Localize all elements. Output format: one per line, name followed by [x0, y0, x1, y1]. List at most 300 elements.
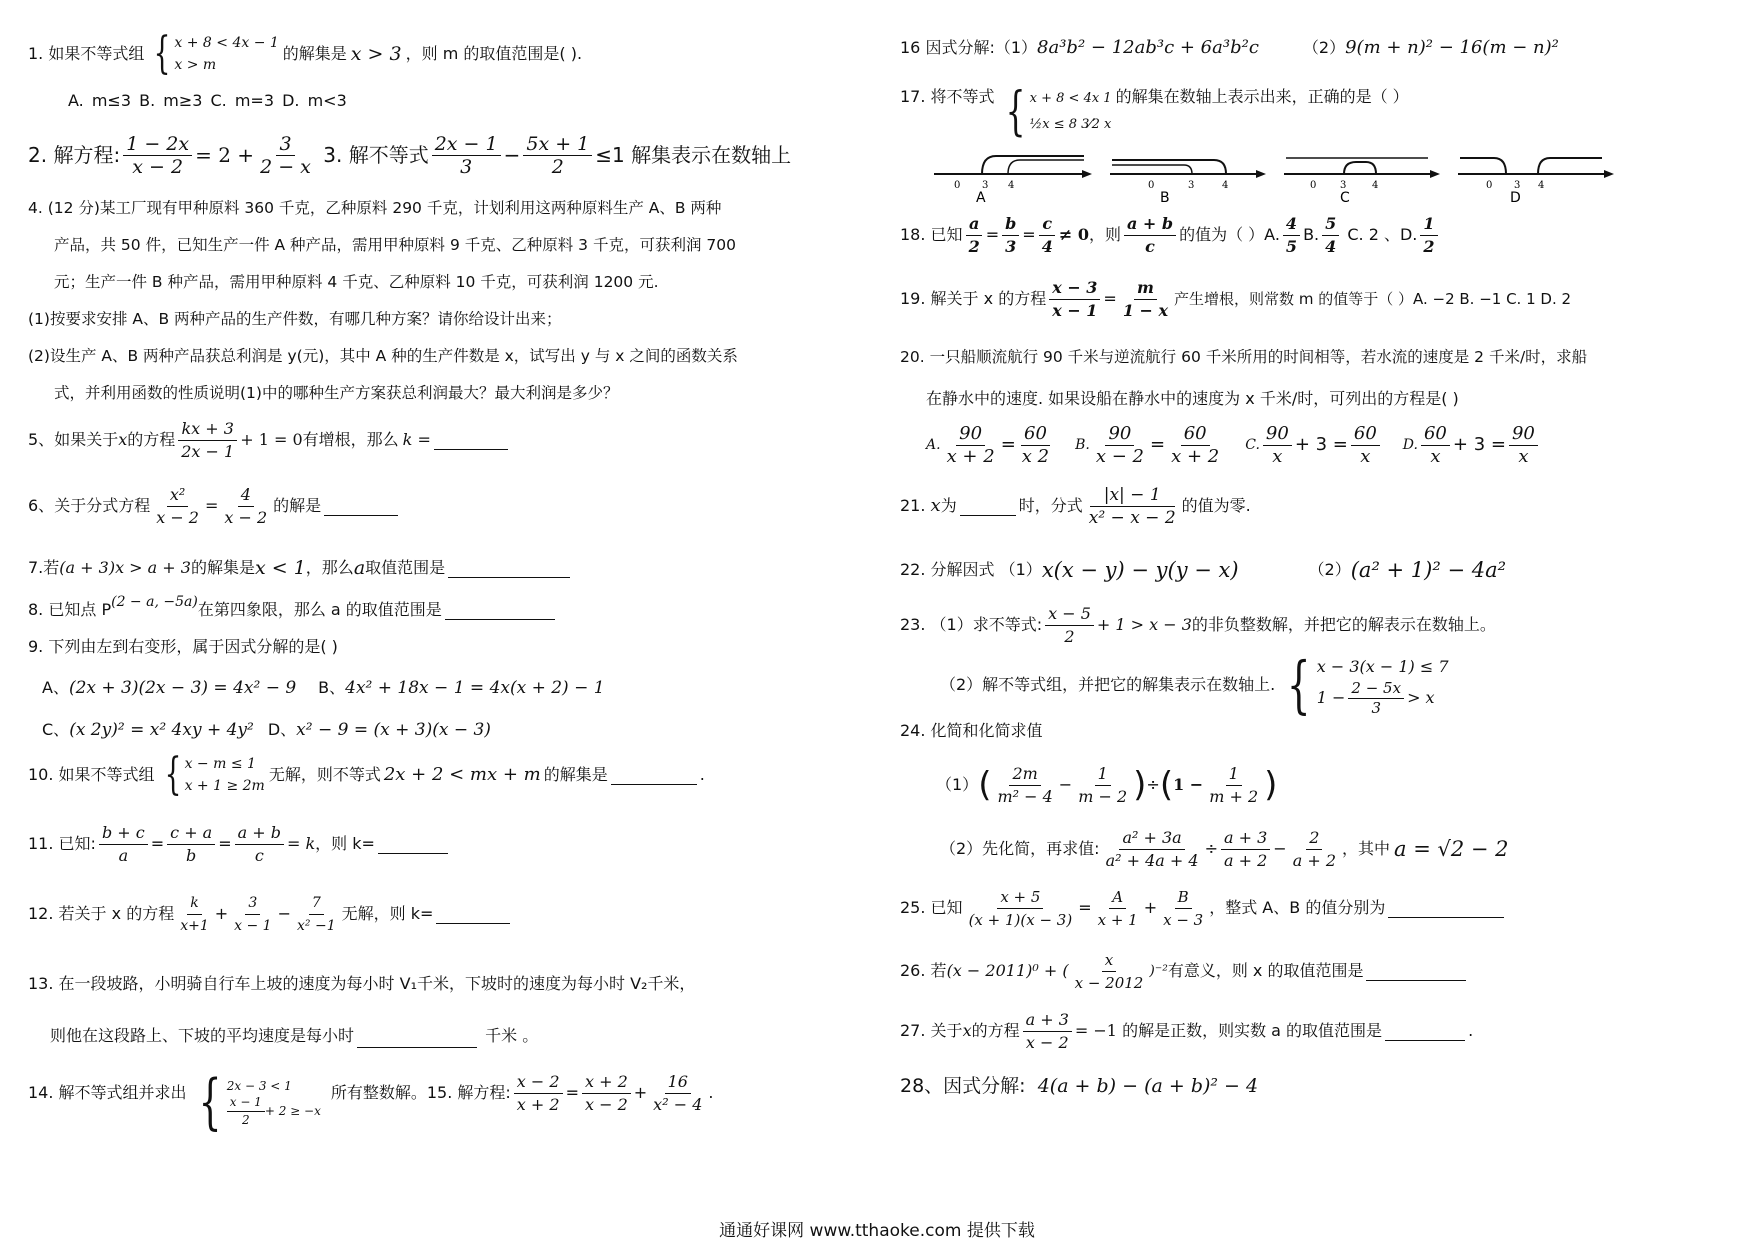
q5-var: x	[118, 430, 128, 449]
q20-d2-num: 90	[1509, 424, 1538, 446]
q6-number: 6、	[28, 496, 55, 515]
q2-frac2-den: 2 − x	[260, 155, 311, 178]
q26-frac	[1072, 950, 1147, 993]
question-6	[28, 478, 868, 534]
q11-answer-blank[interactable]	[378, 835, 448, 854]
question-17	[900, 82, 1726, 144]
q24-one: 1 −	[1173, 775, 1204, 794]
q18-b-label: B.	[1303, 225, 1320, 244]
q20-b1-num: 90	[1105, 424, 1134, 446]
q26-number: 26.	[900, 961, 926, 980]
q19-frac1	[1049, 278, 1100, 321]
q18-d-num: 1	[1420, 214, 1437, 236]
q22-pre: 22. 分解因式 （1）	[900, 560, 1042, 579]
q5-frac-num: kx + 3	[178, 419, 236, 441]
q6-frac1-num: x²	[167, 485, 188, 507]
q6-post: 的解是	[273, 496, 322, 515]
numberline-a-4: 4	[1008, 180, 1015, 191]
q8-answer-blank[interactable]	[445, 601, 555, 620]
q8-point: (2 − a, −5a)	[111, 594, 198, 610]
q21-frac-den: x² − x − 2	[1088, 507, 1176, 528]
q21-mid: 时，分式	[1018, 496, 1083, 515]
q8-pre: 已知点 P	[48, 600, 112, 619]
q7-ineq: (a + 3)x > a + 3	[59, 558, 191, 577]
q11-frac2	[167, 823, 215, 866]
q9-options-ab	[28, 666, 868, 710]
q20-c-frac1	[1263, 424, 1292, 467]
q20-line2: 在静水中的速度. 如果设船在静水中的速度为 x 千米/时，可列出的方程是( )	[926, 389, 1459, 408]
q25-number: 25.	[900, 898, 926, 917]
question-22	[900, 550, 1726, 590]
question-21	[900, 480, 1726, 532]
q7-mid: 的解集是	[190, 558, 255, 577]
q2-frac1-den: x − 2	[132, 155, 184, 178]
q5-eq: + 1 = 0	[240, 430, 303, 449]
q18-b-num: 5	[1322, 214, 1339, 236]
q26-expr1: (x − 2011)⁰ + (	[946, 961, 1069, 980]
question-9	[28, 636, 868, 750]
q24-div2: ÷	[1204, 839, 1218, 858]
question-20	[900, 336, 1726, 470]
q15-frac2-den: x − 2	[584, 1095, 628, 1114]
q15-plus: +	[633, 1083, 648, 1102]
q24-frac3-den: m + 2	[1209, 786, 1259, 806]
question-11	[28, 818, 868, 870]
q1-mid: 的解集是	[282, 44, 347, 63]
q27-frac-num: a + 3	[1023, 1010, 1072, 1032]
q11-frac2-den: b	[186, 845, 197, 865]
numberline-c-0: 0	[1310, 180, 1317, 191]
q6-frac2-num: 4	[238, 485, 254, 507]
q15-frac2-num: x + 2	[582, 1072, 631, 1094]
q12-post: 无解，则 k=	[341, 904, 434, 923]
q24-g3	[1290, 828, 1339, 871]
q14-pre: 14. 解不等式组并求出	[28, 1083, 187, 1102]
q11-frac3-num: a + b	[235, 823, 284, 845]
q9-a-label: A、	[42, 678, 69, 697]
q7-post: ，那么	[305, 558, 354, 577]
question-5	[28, 412, 868, 468]
q24-a-value: a = √2 − 2	[1394, 837, 1509, 861]
q12-frac2-num: 3	[245, 893, 260, 915]
q19-pre: 解关于 x 的方程	[930, 289, 1047, 308]
q21-post: 的值为零.	[1181, 496, 1251, 515]
q18-a-den: 5	[1285, 236, 1298, 256]
q12-frac1-den: x+1	[180, 917, 209, 934]
q12-frac3	[294, 893, 339, 936]
q4-line3: 元；生产一件 B 种产品，需用甲种原料 4 千克、乙种原料 10 千克，可获利润 1200 元.	[54, 273, 659, 291]
q18-frac4-num: a + b	[1124, 214, 1176, 236]
q12-frac3-num: 7	[309, 893, 324, 915]
question-2-3	[28, 130, 868, 180]
numberline-b	[1110, 160, 1266, 206]
q21-var: x	[930, 495, 941, 516]
numberline-d	[1458, 158, 1614, 206]
q18-a-num: 4	[1283, 214, 1300, 236]
left-column	[28, 28, 868, 1138]
numberline-d-0: 0	[1486, 180, 1493, 191]
q22-expr1: x(x − y) − y(y − x)	[1041, 558, 1239, 582]
q11-frac1-den: a	[118, 845, 129, 865]
q4-line2: 产品，共 50 件，已知生产一件 A 种产品，需用甲种原料 9 千克、乙种原料 3 千克，可获利润 700	[54, 236, 736, 254]
q27-answer-blank[interactable]	[1385, 1022, 1465, 1041]
numberline-d-label: D	[1510, 190, 1521, 206]
q24-g1	[1103, 828, 1202, 871]
q20-c2-den: x	[1360, 445, 1371, 467]
q20-a-frac2	[1019, 424, 1052, 467]
q3-minus: −	[503, 143, 521, 167]
numberline-b-4: 4	[1222, 180, 1229, 191]
q9-c-label: C、	[42, 720, 70, 739]
q25-post: ，整式 A、B 的值分别为	[1209, 898, 1386, 917]
question-23	[900, 600, 1726, 720]
q26-post: 有意义，则 x 的取值范围是	[1167, 961, 1364, 980]
question-25	[900, 880, 1726, 936]
q19-number: 19.	[900, 289, 926, 308]
q18-option-a	[1283, 214, 1300, 257]
q27-eq: = −1	[1074, 1021, 1117, 1040]
q19-frac2-num: m	[1134, 278, 1157, 300]
q27-post: 的解是正数，则实数 a 的取值范围是	[1122, 1021, 1383, 1040]
q18-frac3-num: c	[1039, 214, 1055, 236]
q8-number: 8.	[28, 600, 44, 619]
q1-condition: x > 3	[350, 43, 402, 65]
q4-line6: 式，并利用函数的性质说明(1)中的哪种生产方案获总利润最大？最大利润是多少？	[54, 384, 619, 402]
q23-frac-num: x − 5	[1045, 604, 1094, 626]
q11-eq2: =	[218, 834, 232, 853]
q18-b-den: 4	[1325, 236, 1337, 256]
numberline-d-3: 3	[1514, 180, 1521, 191]
q20-a-eq: =	[1000, 434, 1016, 455]
q20-c-frac2	[1351, 424, 1380, 467]
q23-pre: 23. （1）求不等式:	[900, 615, 1043, 634]
q19-eq: =	[1103, 289, 1117, 308]
q11-k: = k	[286, 834, 316, 853]
q20-a1-num: 90	[956, 424, 985, 446]
q20-a-frac1	[944, 424, 998, 467]
q23-system: { x − 3(x − 1) ≤ 7 1 − $\frac{2 - 5x}{3}$ > x	[1287, 648, 1449, 721]
q21-frac	[1086, 485, 1179, 528]
numberline-a-0: 0	[954, 180, 961, 191]
q21-frac-num: |x| − 1	[1090, 485, 1175, 507]
q16-expr1: 8a³b² − 12ab³c + 6a³b²c	[1037, 37, 1259, 58]
q25-eq: =	[1078, 898, 1092, 917]
q20-c-plus: + 3 =	[1294, 434, 1348, 455]
question-1	[28, 28, 868, 80]
q2-frac1-num: 1 − 2x	[123, 134, 192, 156]
q23-frac-den: 2	[1064, 626, 1075, 646]
q20-b2-num: 60	[1181, 424, 1210, 446]
q20-c-label: C.	[1245, 437, 1260, 453]
q20-b1-den: x − 2	[1095, 445, 1145, 467]
q9-d-label: D、	[267, 720, 297, 739]
q1-number: 1.	[28, 44, 44, 63]
question-13	[28, 958, 868, 1062]
q24-g2	[1221, 828, 1270, 871]
q11-eq1: =	[150, 834, 165, 853]
q12-frac1	[177, 893, 212, 936]
q16-pre: 16 因式分解:（1）	[900, 38, 1038, 57]
question-8	[28, 594, 868, 626]
q10-answer-blank[interactable]	[611, 766, 697, 785]
q7-number: 7.	[28, 558, 44, 577]
q18-frac3-den: 4	[1041, 236, 1053, 256]
q25-frac3-den: x − 3	[1163, 910, 1204, 929]
q27-frac-den: x − 2	[1025, 1032, 1069, 1052]
q7-pre: 若	[43, 558, 60, 577]
q5-pre: 如果关于	[54, 430, 119, 449]
q24-p2-post: ，其中	[1342, 839, 1391, 858]
q12-frac2	[231, 893, 274, 936]
q19-post: 产生增根，则常数 m 的值等于（ ）A. −2 B. −1 C. 1 D. 2	[1174, 290, 1572, 308]
q24-g3-den: a + 2	[1292, 850, 1336, 870]
q9-option-c: (x 2y)² = x² 4xy + 4y²	[69, 720, 254, 740]
q3-number: 3.	[323, 143, 343, 167]
q18-neq: ≠ 0	[1058, 225, 1089, 244]
q5-answer-blank[interactable]	[434, 431, 508, 450]
q22-expr2: (a² + 1)² − 4a²	[1350, 558, 1507, 582]
numberline-c-3: 3	[1340, 180, 1347, 191]
numberline-b-3: 3	[1188, 180, 1195, 191]
q10-sys-line2: x + 1 ≥ 2m	[184, 778, 265, 794]
q18-d-den: 2	[1423, 236, 1435, 256]
q27-frac	[1023, 1010, 1072, 1053]
q20-d1-num: 60	[1421, 424, 1450, 446]
q1-sys-line2: x > m	[174, 57, 217, 73]
q24-g2-num: a + 3	[1221, 828, 1270, 850]
q24-frac3	[1206, 764, 1261, 807]
q27-pre: 关于	[930, 1021, 963, 1040]
q13-line2: 则他在这段路上、下坡的平均速度是每小时	[50, 1026, 355, 1045]
q18-eq2: =	[1022, 225, 1036, 244]
q24-frac2-den: m − 2	[1078, 786, 1128, 806]
q23-sys2-den: 3	[1371, 698, 1381, 717]
q15-frac1-den: x + 2	[516, 1095, 560, 1114]
q1-sys-line1: x + 8 < 4x − 1	[174, 35, 279, 51]
q27-mid: 的方程	[971, 1021, 1020, 1040]
q20-options	[900, 420, 1726, 470]
q3-frac2-num: 5x + 1	[523, 134, 592, 156]
q18-mid: ，则	[1088, 225, 1121, 244]
q26-pre: 若	[930, 961, 947, 980]
q18-frac1-num: a	[966, 214, 982, 236]
q5-mid: 的方程	[127, 430, 176, 449]
q20-b2-den: x + 2	[1171, 445, 1220, 467]
q14-sys-line1: 2x − 3 < 1	[226, 1078, 292, 1093]
q19-frac2	[1120, 278, 1171, 321]
q25-frac2-den: x + 1	[1097, 910, 1138, 929]
q3-frac1-den: 3	[460, 155, 473, 178]
q18-frac1-den: 2	[968, 236, 980, 256]
q6-frac2-den: x − 2	[224, 507, 268, 527]
q10-system: { x − m ≤ 1 x + 1 ≥ 2m	[164, 749, 265, 800]
numberline-c-label: C	[1340, 190, 1350, 206]
q18-frac2	[1002, 214, 1019, 257]
q23-ineq: + 1 > x − 3	[1096, 615, 1192, 634]
q21-pre: 为	[940, 496, 957, 515]
q15-eq: =	[565, 1083, 579, 1102]
q20-c2-num: 60	[1351, 424, 1380, 446]
q20-a-label: A.	[926, 437, 941, 453]
q8-post: 在第四象限，那么 a 的取值范围是	[197, 600, 442, 619]
q6-eq: =	[204, 496, 219, 515]
q23-sys2-pre: 1 −	[1316, 688, 1346, 707]
q24-frac1-den: m² − 4	[997, 786, 1053, 806]
q12-frac3-den: x² −1	[297, 917, 336, 934]
q6-frac1-den: x − 2	[156, 507, 199, 527]
q23-frac	[1045, 604, 1094, 647]
q18-frac3	[1039, 214, 1056, 257]
q7-solution: x < 1	[254, 557, 306, 579]
q20-d-plus: + 3 =	[1452, 434, 1506, 455]
q3-frac2-den: 2	[551, 155, 564, 178]
q1-post: ，则 m 的取值范围是( ).	[405, 44, 583, 63]
q13-answer-blank[interactable]	[357, 1025, 477, 1048]
q18-frac4-den: c	[1145, 236, 1155, 256]
q25-answer-blank[interactable]	[1388, 899, 1504, 918]
q26-frac-den: x − 2012	[1074, 973, 1144, 992]
q18-frac4	[1124, 214, 1176, 257]
q14-system: { 2x − 3 < 1 $\frac{x - 1}{2}$ + 2 ≥ −x	[198, 1067, 321, 1137]
q14-sys2-den: 2	[241, 1112, 250, 1127]
question-28	[900, 1066, 1726, 1106]
q2-frac2-num: 3	[276, 134, 294, 156]
q26-expr2: )⁻²	[1149, 963, 1168, 979]
q24-head: 24. 化简和化简求值	[900, 721, 1043, 740]
q7-a: a	[353, 557, 366, 579]
question-14-15	[28, 1067, 868, 1138]
q18-eq1: =	[985, 225, 1000, 244]
q25-frac2	[1095, 887, 1141, 930]
q13-unit: 千米 。	[485, 1026, 539, 1045]
q3-text: 解不等式	[348, 143, 429, 167]
q27-var: x	[962, 1021, 972, 1040]
q18-frac1	[966, 214, 983, 257]
q16-expr2: 9(m + n)² − 16(m − n)²	[1345, 37, 1559, 58]
q10-number: 10.	[28, 765, 54, 784]
q27-end: .	[1468, 1021, 1474, 1040]
numberline-c	[1284, 158, 1440, 206]
question-26	[900, 946, 1726, 996]
q4-line4: (1)按要求安排 A、B 两种产品的生产件数，有哪几种方案？请你给设计出来；	[28, 310, 562, 328]
q18-frac2-num: b	[1002, 214, 1019, 236]
q20-a2-num: 60	[1021, 424, 1050, 446]
q2-frac2	[257, 134, 314, 177]
q23-post: 的非负整数解，并把它的解表示在数轴上。	[1191, 615, 1496, 634]
q9-option-a: (2x + 3)(2x − 3) = 4x² − 9	[68, 678, 297, 698]
q18-c-label: C. 2 、D.	[1347, 225, 1418, 244]
q25-frac3-num: B	[1175, 887, 1192, 909]
q21-number: 21.	[900, 496, 926, 515]
q5-frac	[178, 419, 237, 462]
q24-g3-num: 2	[1306, 828, 1322, 850]
q15-pre: 15. 解方程:	[426, 1083, 511, 1102]
q23-sys-line1: x − 3(x − 1) ≤ 7	[1316, 656, 1449, 676]
q24-frac2	[1075, 764, 1130, 807]
q17-pre: 将不等式	[930, 87, 995, 106]
q23-part2: （2）解不等式组，并把它的解集表示在数轴上.	[940, 675, 1276, 694]
q16-mid: （2）	[1302, 38, 1346, 57]
q17-sys-line2: ½x ≤ 8 3⁄2 x	[1029, 117, 1112, 132]
question-19	[900, 272, 1726, 326]
question-18	[900, 208, 1726, 262]
q1-options: A. m≤3 B. m≥3 C. m=3 D. m<3	[68, 91, 347, 110]
q15-frac3-den: x² − 4	[653, 1095, 703, 1114]
q14-sys2-post: + 2 ≥ −x	[264, 1104, 321, 1118]
numberline-b-0: 0	[1148, 180, 1155, 191]
q24-minus: −	[1058, 775, 1073, 794]
q19-frac2-den: 1 − x	[1122, 300, 1169, 320]
q4-line1: 4. (12 分)某工厂现有甲种原料 360 千克，乙种原料 290 千克，计划利用这两种原料生产 A、B 两种	[28, 199, 722, 217]
numberline-a-3: 3	[982, 180, 989, 191]
q9-options-cd	[28, 710, 868, 750]
q1-system: { x + 8 < 4x − 1 x > m	[153, 28, 279, 79]
question-12	[28, 888, 868, 940]
q20-d-frac1	[1421, 424, 1450, 467]
q21-answer-blank[interactable]	[960, 497, 1016, 516]
q20-b-frac1	[1093, 424, 1147, 467]
q20-b-eq: =	[1150, 434, 1166, 455]
q6-pre: 关于分式方程	[54, 496, 151, 515]
q26-frac-num: x	[1102, 950, 1116, 972]
q18-pre: 已知	[930, 225, 963, 244]
q2-eq: = 2 +	[195, 143, 255, 167]
q24-frac1	[994, 764, 1055, 807]
q18-frac2-den: 3	[1005, 236, 1017, 256]
question-24: 24. 化简和化简求值 （1） ( $\frac{2m}{\text{m² − 4}}$ − $\frac{1}{m - 2}$ ) ÷ ( 1 − $\frac{1}{m + 2}$ ) （2）先化简，再求值: $\frac{\text{a² + 3a}}{\text{a² + 4a + 4}}$ ÷ $\frac{a + 3}{a + 2}$ − $\frac{2}{a + 2}$ ，其中 a = √2 − 2	[900, 720, 1726, 880]
q26-answer-blank[interactable]	[1366, 962, 1466, 981]
q10-mid: 无解，则不等式	[268, 765, 381, 784]
q20-a2-den: x 2	[1021, 445, 1050, 467]
q24-part1: （1）	[936, 775, 979, 794]
q24-minus2: −	[1273, 839, 1287, 858]
q17-system: { x + 8 < 4x 1 ½x ≤ 8 3⁄2 x	[1005, 82, 1112, 142]
q28-pre: 28、因式分解:	[900, 1075, 1026, 1097]
q23-sys2-num: 2 − 5x	[1348, 680, 1404, 699]
q2-frac1	[123, 134, 192, 177]
q3-frac1	[432, 134, 501, 177]
q18-option-b	[1322, 214, 1339, 257]
question-16	[900, 28, 1726, 68]
q7-answer-blank[interactable]	[448, 559, 570, 578]
q20-d1-den: x	[1430, 445, 1441, 467]
q24-frac3-num: 1	[1226, 764, 1242, 786]
q13-line1: 13. 在一段坡路，小明骑自行车上坡的速度为每小时 V₁千米，下坡时的速度为每小时 V₂千米，	[28, 974, 696, 993]
q20-d-frac2	[1509, 424, 1538, 467]
q12-frac2-den: x − 1	[234, 917, 272, 934]
numberline-a-label: A	[976, 190, 986, 206]
q11-pre: 已知:	[58, 834, 96, 853]
q25-frac2-num: A	[1109, 887, 1126, 909]
q20-b-label: B.	[1075, 437, 1090, 453]
question-4	[28, 190, 868, 412]
q20-c1-den: x	[1272, 445, 1283, 467]
numberline-a	[934, 156, 1092, 206]
q20-d2-den: x	[1518, 445, 1529, 467]
q18-post: 的值为（ ）A.	[1179, 225, 1280, 244]
q9-b-label: B、	[318, 678, 346, 697]
q12-answer-blank[interactable]	[436, 905, 510, 924]
q23-sys2-post: > x	[1407, 688, 1435, 707]
q2-number: 2.	[28, 143, 48, 167]
q18-option-d	[1420, 214, 1437, 257]
q17-number: 17.	[900, 87, 926, 106]
q12-number: 12.	[28, 904, 54, 923]
q5-frac-den: 2x − 1	[181, 441, 235, 461]
right-column	[900, 28, 1726, 1106]
q6-answer-blank[interactable]	[324, 497, 398, 516]
q24-part2: （2）先化简，再求值:	[940, 839, 1100, 858]
